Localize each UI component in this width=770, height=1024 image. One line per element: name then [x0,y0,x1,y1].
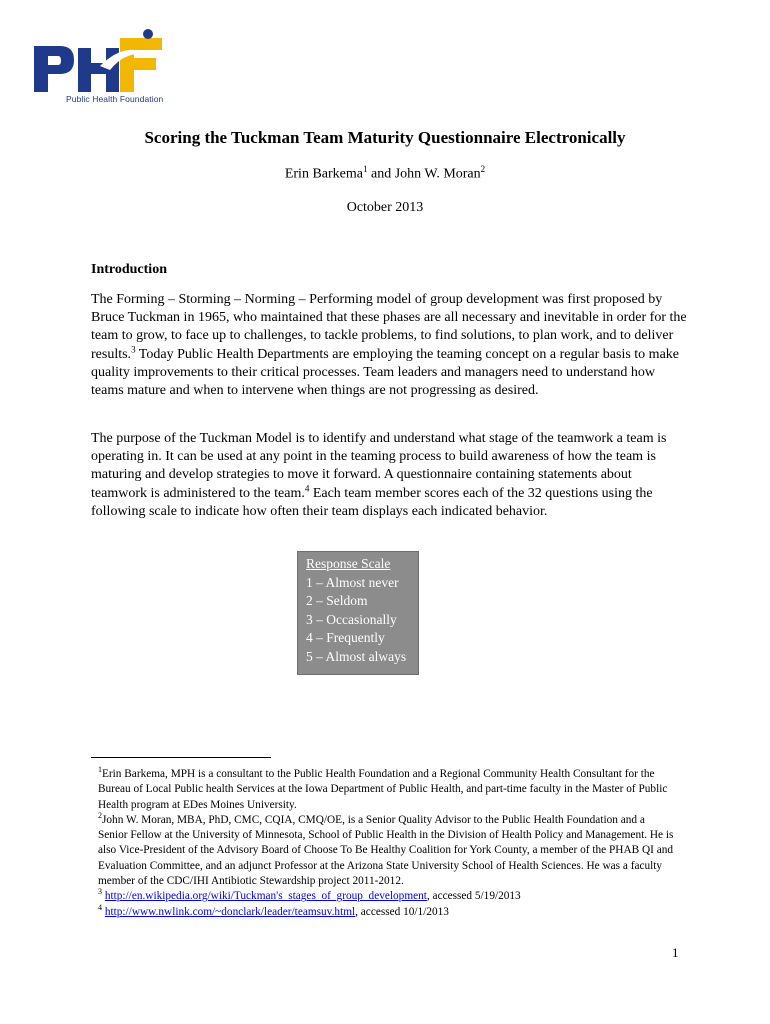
intro-p1-text-a: The Forming – Storming – Norming – Performing model of group development was first proposed by Bruce Tuckman in 1965, who maintained that these phases are all necessary and inevitable in order for the team to grow, to face up to challenges, to tackle problems, to find solutions, to plan work, and to deliver results. [91,292,687,362]
intro-paragraph-2 [91,430,691,521]
footnote-3-suffix: , accessed 5/19/2013 [426,890,521,903]
intro-p2-text-b: Each team member scores each of the 32 questions using the following scale to indicate how often their team displays each indicated behavior. [91,485,653,519]
response-scale-box [297,551,419,675]
response-scale-item: 4 – Frequently [306,630,385,646]
footnote-ref-3[interactable]: 3 [131,343,136,354]
footnote-4 [91,902,676,920]
document-title: Scoring the Tuckman Team Maturity Questionnaire Electronically [144,128,626,147]
footnote-3-mark: 3 [98,887,102,897]
section-heading-introduction: Introduction [91,262,167,277]
footnote-2-mark: 2 [98,811,102,821]
response-scale-item: 5 – Almost always [306,648,407,664]
logo-caption: Public Health Foundation [66,94,164,104]
footnote-divider [91,757,271,758]
intro-paragraph-1 [91,291,691,400]
footnote-4-suffix: , accessed 10/1/2013 [355,905,449,918]
author-1: Erin Barkema [284,166,363,182]
response-scale-title: Response Scale [306,556,391,571]
authors-line [0,164,770,183]
footnote-3 [91,889,676,904]
author-1-footnote-ref[interactable]: 1 [362,164,368,174]
response-scale-item: 3 – Occasionally [306,611,397,627]
author-2: and John W. Moran [367,166,481,182]
footnotes [91,767,676,920]
page-number: 1 [672,945,679,960]
footnote-1 [91,767,676,813]
response-scale-item: 2 – Seldom [306,593,368,609]
intro-p2-text-a: The purpose of the Tuckman Model is to identify and understand what stage of the teamwork a team is operating in. It can be used at any point in the teaming process to build awareness of how the team is maturing and develop strategies to move it forward. A questionnaire containing statements about teamwork is administered to the team. [91,431,667,501]
footnote-3-link[interactable]: http://en.wikipedia.org/wiki/Tuckman's_stages_of_group_development [104,890,427,903]
footnote-1-text: Erin Barkema, MPH is a consultant to the Public Health Foundation and a Regional Community Health Consultant for the Bureau of Local Public health Services at the Iowa Department of Public Health, and part-time faculty in the Master of Public Health program at EDes Moines University. [98,768,668,811]
footnote-2 [91,813,676,889]
footnote-4-link[interactable]: http://www.nwlink.com/~donclark/leader/teamsuv.html [104,905,356,918]
author-2-footnote-ref[interactable]: 2 [480,164,486,174]
footnote-1-mark: 1 [98,765,102,775]
document-date: October 2013 [346,200,424,215]
intro-p1-text-b: Today Public Health Departments are employing the teaming concept on a regular basis to make quality improvements to their critical processes. Team leaders and managers need to understand how teams mature and when to intervene when things are not progressing as desired. [91,346,679,399]
response-scale-item: 1 – Almost never [306,574,399,590]
footnote-4-mark: 4 [98,902,102,912]
footnote-2-text: John W. Moran, MBA, PhD, CMC, CQIA, CMQ/OE, is a Senior Quality Advisor to the Public Health Foundation and a Senior Fellow at the University of Minnesota, School of Public Health in the Division of Health Policy and Management. He is also Vice-President of the Advisory Board of Choose To Be Healthy Coalition for York County, a member of the PHAB QI and Evaluation Committee, and an adjunct Professor at the Arizona State University School of Health Sciences. He was a faculty member of the CDC/IHI Antibiotic Stewardship project 2011-2012. [98,813,674,888]
footnote-ref-4[interactable]: 4 [304,482,310,493]
